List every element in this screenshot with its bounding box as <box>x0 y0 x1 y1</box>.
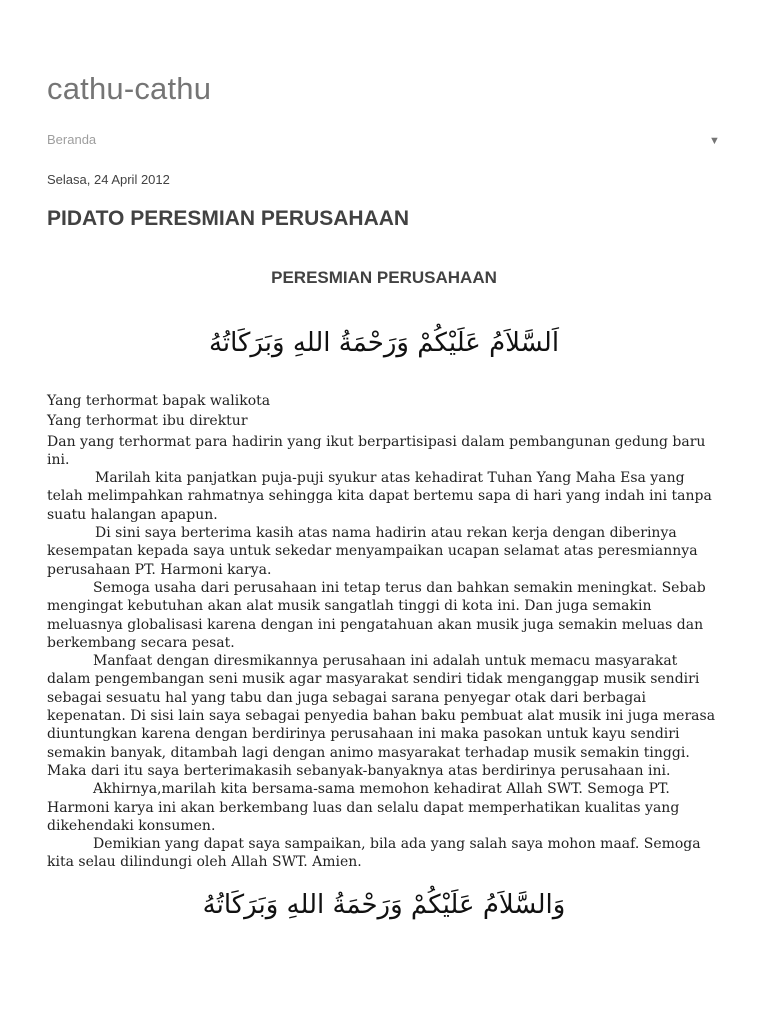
nav-home-link[interactable]: Beranda <box>47 132 97 147</box>
nav-dropdown-caret-icon[interactable]: ▼ <box>709 135 720 147</box>
salutation-line: Dan yang terhormat para hadirin yang ikut berpartisipasi dalam pembangunan gedung baru ini. <box>47 433 706 468</box>
speech-paragraph: Marilah kita panjatkan puja-puji syukur atas kehadirat Tuhan Yang Maha Esa yang telah melimpahkan rahmatnya sehingga kita dapat bertemu sapa di hari yang indah ini tanpa suatu halangan apapun. <box>47 470 712 523</box>
speech-paragraph: Semoga usaha dari perusahaan ini tetap terus dan bahkan semakin meningkat. Sebab mengingat kebutuhan akan alat musik sangatlah tinggi di kota ini. Dan juga semakin meluasnya globalisasi karena dengan ini pengatahuan akan musik juga semakin meluas dan berkembang secara pesat. <box>47 579 706 651</box>
salutation-line: Yang terhormat bapak walikota <box>47 393 271 409</box>
post-title[interactable]: PIDATO PERESMIAN PERUSAHAAN <box>47 207 410 230</box>
speech-paragraph: Manfaat dengan diresmikannya perusahaan ini adalah untuk memacu masyarakat dalam pengembangan seni musik agar masyarakat sendiri tidak menganggap musik sendiri sebagai sesuatu hal yang tabu dan juga sebagai sarana penyegar otak dari berbagai kepenatan. Di sisi lain saya sebagai penyedia bahan baku pembuat alat musik ini juga merasa diuntungkan karena dengan berdirinya perusahaan ini maka pasokan untuk kayu sendiri semakin banyak, ditambah lagi dengan animo masyarakat terhadap musik semakin tinggi. Maka dari itu saya berterimakasih sebanyak-banyaknya atas berdirinya perusahaan ini. <box>47 653 716 779</box>
salutation-line: Yang terhormat ibu direktur <box>47 413 248 430</box>
blog-title-link[interactable]: cathu-cathu <box>47 71 212 106</box>
speech-paragraph: Di sini saya berterima kasih atas nama hadirin atau rekan kerja dengan diberinya kesempatan kepada saya untuk sekedar menyampaikan ucapan selamat atas peresmiannya perusahaan PT. Harmoni karya. <box>47 525 698 578</box>
arabic-greeting-closing: وَالسَّلاَمُ عَلَيْكُمْ وَرَحْمَةُ اللهِ وَبَرَكَاتُهُ <box>202 890 566 920</box>
post-date: Selasa, 24 April 2012 <box>47 172 170 187</box>
speech-paragraph: Demikian yang dapat saya sampaikan, bila ada yang salah saya mohon maaf. Semoga kita selau dilindungi oleh Allah SWT. Amien. <box>47 836 701 871</box>
arabic-greeting-opening: اَلسَّلاَمُ عَلَيْكُمْ وَرَحْمَةُ اللهِ وَبَرَكَاتُهُ <box>208 328 560 358</box>
speech-subtitle: PERESMIAN PERUSAHAAN <box>271 268 497 287</box>
speech-paragraph: Akhirnya,marilah kita bersama-sama memohon kehadirat Allah SWT. Semoga PT. Harmoni karya ini akan berkembang luas dan selalu dapat memperhatikan kualitas yang dikehendaki konsumen. <box>47 781 680 834</box>
speech-body <box>47 392 723 872</box>
